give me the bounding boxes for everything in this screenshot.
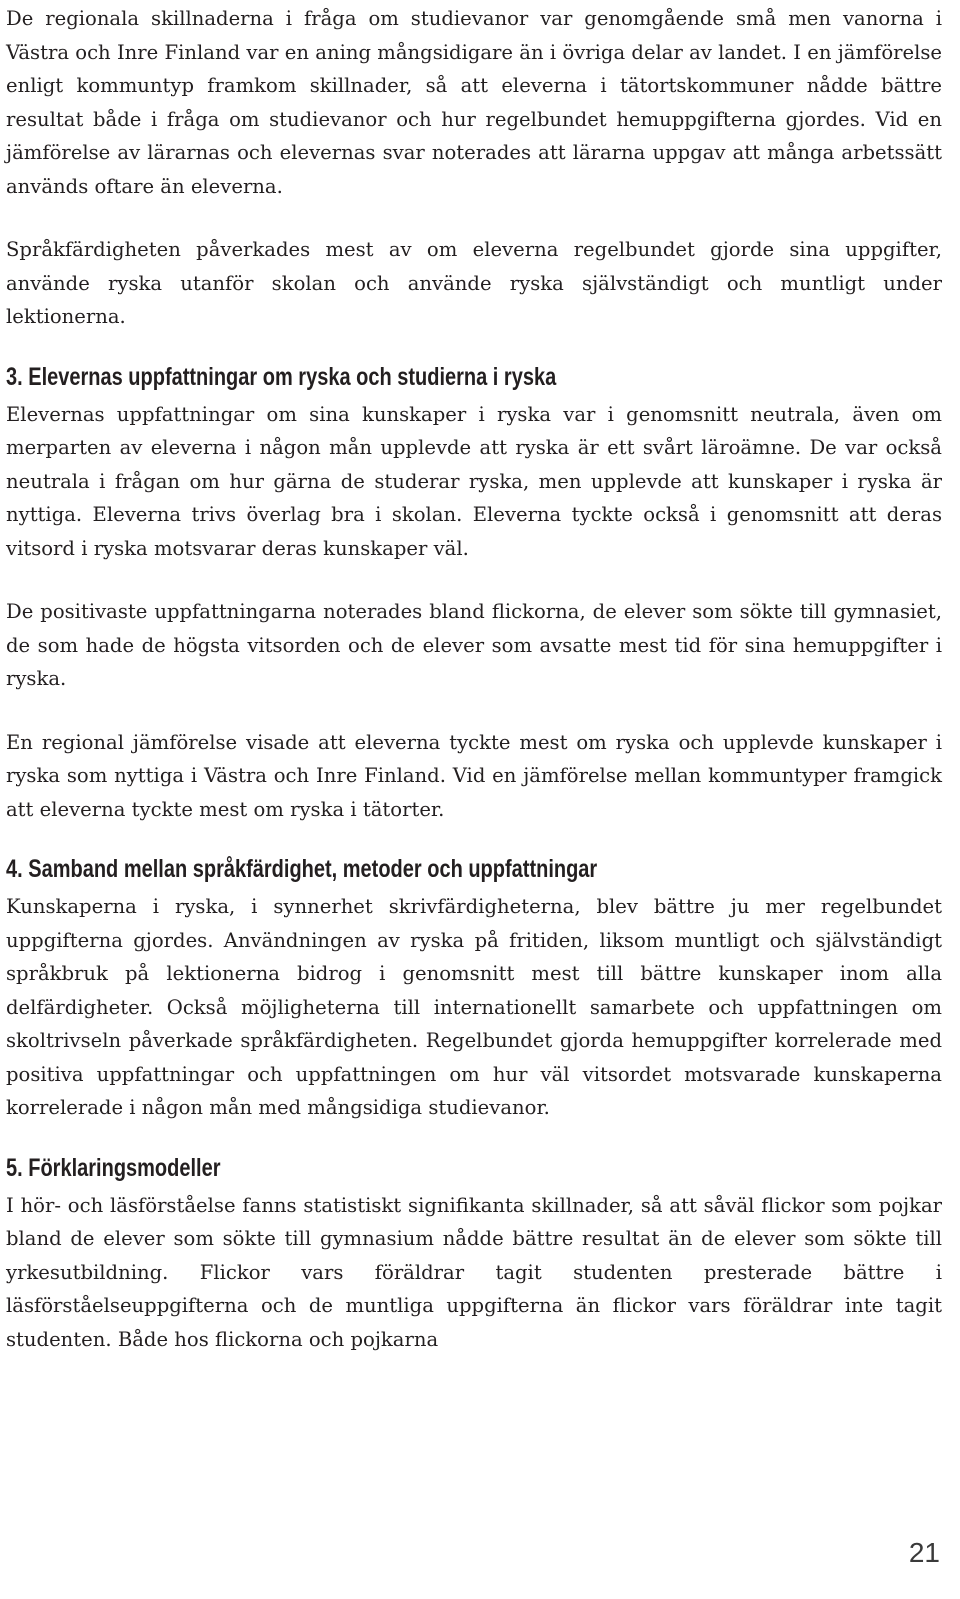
section-heading-3: 3. Elevernas uppfattningar om ryska och studierna i ryska (6, 362, 557, 391)
page-number: 21 (908, 1537, 940, 1568)
paragraph-explanatory-models: I hör- och läsförståelse fanns statistiskt signifikanta skillnader, så att såväl flickor som pojkar bland de elever som sökte till gymnasium nådde bättre resultat än de elever som sökte till yrkesutbildning. Flickor vars föräldrar tagit studenten presterade bättre i läsförståelseuppgifterna och de muntliga uppgifterna än flickor vars föräldrar inte tagit studenten. Både hos flickorna och pojkarna (6, 1193, 942, 1351)
paragraph-positive-perceptions: De positivaste uppfattningarna noterades bland flickorna, de elever som sökte till gymnasiet, de som hade de högsta vitsorden och de elever som avsatte mest tid för sina hemuppgifter i ryska. (6, 600, 942, 690)
paragraph-correlations: Kunskaperna i ryska, i synnerhet skrivfärdigheterna, blev bättre ju mer regelbundet uppgifterna gjordes. Användningen av ryska på fritiden, liksom muntligt och självständigt språkbruk på lektionerna bidrog i genomsnitt mest till bättre kunskaper inom alla delfärdigheter. Också möjligheterna till internationellt samarbete och uppfattningen om skoltrivseln påverkade språkfärdigheten. Regelbundet gjorda hemuppgifter korrelerade med positiva uppfattningar och uppfattningen om hur väl vitsordet motsvarade kunskaperna korrelerade i någon mån med mångsidiga studievanor. (6, 895, 942, 1119)
section-heading-5: 5. Förklaringsmodeller (6, 1153, 221, 1182)
paragraph-student-perceptions: Elevernas uppfattningar om sina kunskaper i ryska var i genomsnitt neutrala, även om merparten av eleverna i någon mån upplevde att ryska är ett svårt läroämne. De var också neutrala i frågan om hur gärna de studerar ryska, men upplevde att kunskaper i ryska är nyttiga. Eleverna trivs överlag bra i skolan. Eleverna tyckte också i genomsnitt att deras vitsord i ryska motsvarar deras kunskaper väl. (6, 402, 942, 560)
paragraph-regional-differences: De regionala skillnaderna i fråga om studievanor var genomgående små men vanorna i Västra och Inre Finland var en aning mångsidigare än i övriga delar av landet. I en jämförelse enligt kommuntyp framkom skillnader, så att eleverna i tätortskommuner nådde bättre resultat både i fråga om studievanor och hur regelbundet hemuppgifterna gjordes. Vid en jämförelse av lärarnas och elevernas svar noterades att lärarna uppgav att många arbetssätt används oftare än eleverna. (6, 7, 942, 198)
paragraph-language-skills: Språkfärdigheten påverkades mest av om eleverna regelbundet gjorde sina uppgifter, använde ryska utanför skolan och använde ryska självständigt och muntligt under lektionerna. (6, 238, 942, 328)
paragraph-regional-comparison: En regional jämförelse visade att eleverna tyckte mest om ryska och upplevde kunskaper i ryska som nyttiga i Västra och Inre Finland. Vid en jämförelse mellan kommuntyper framgick att eleverna tyckte mest om ryska i tätorter. (6, 730, 942, 821)
document-page (6, 2, 942, 1356)
section-heading-4: 4. Samband mellan språkfärdighet, metoder och uppfattningar (6, 855, 598, 883)
